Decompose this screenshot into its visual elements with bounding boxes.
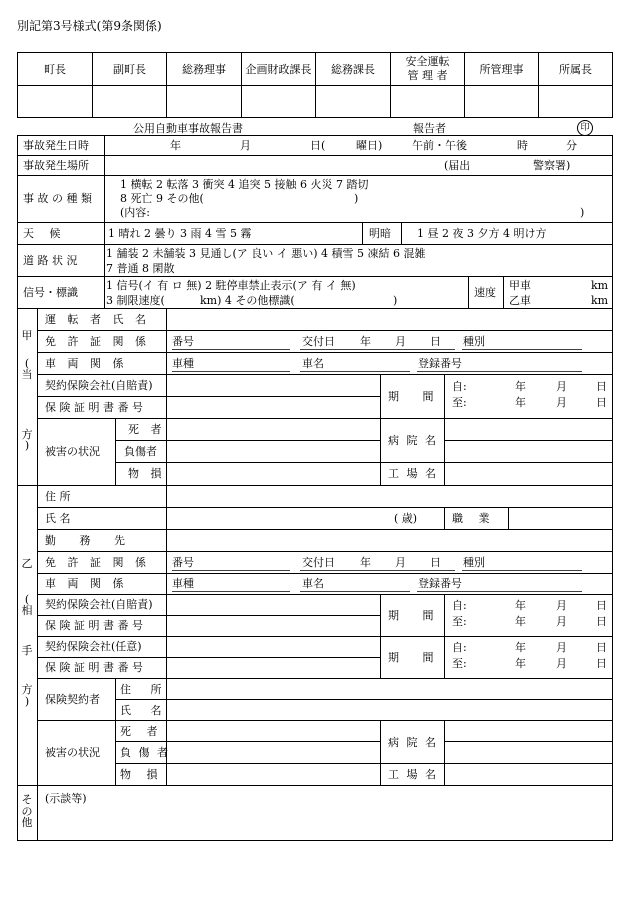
b2-to-d: 日 [596, 657, 607, 670]
a-vehicle-name: 車名 [302, 357, 324, 370]
b1-from-y: 年 [515, 599, 526, 612]
accident-type-content: (内容: [120, 206, 150, 219]
a-vehicle-type: 車種 [172, 357, 194, 370]
b-hospital-label: 病 院 名 [388, 736, 438, 749]
party-b-side-label: 乙 ( 相 手 方 ) [21, 557, 33, 708]
b-cert2-label: 保 険 証 明 書 番 号 [45, 661, 143, 674]
approval-header-manager: 管 理 者 [407, 69, 448, 82]
b-insurance1-label: 契約保険会社(自賠責) [45, 598, 153, 611]
b-vehicle-label: 車 両 関 係 [45, 577, 128, 590]
b-property-label: 物 損 [120, 768, 164, 781]
b-period2-from: 自: [452, 641, 467, 654]
approval-header-director-in-charge: 所管理事 [479, 63, 524, 76]
b-vehicle-name: 車名 [302, 577, 324, 590]
b-job-label: 職 業 [452, 512, 496, 525]
b1-from-d: 日 [596, 599, 607, 612]
a-property-label: 物 損 [128, 467, 166, 480]
car-a-unit: km [591, 279, 609, 292]
b-cert1-label: 保 険 証 明 書 番 号 [45, 619, 143, 632]
accident-type-label: 事 故 の 種 類 [23, 192, 92, 205]
accident-type-close-2: ) [580, 206, 585, 219]
a-to-m: 月 [556, 396, 567, 409]
b2-from-y: 年 [515, 641, 526, 654]
b-vehicle-type: 車種 [172, 577, 194, 590]
b2-from-d: 日 [596, 641, 607, 654]
road-options-2: 7 普通 8 閑散 [106, 262, 175, 275]
b-license-number: 番号 [172, 556, 194, 569]
signal-options-1: 1 信号(イ 有 ロ 無) 2 駐停車禁止表示(ア 有 イ 無) [106, 279, 356, 292]
b2-from-m: 月 [556, 641, 567, 654]
b-name-label: 氏 名 [45, 512, 71, 525]
a-license-d: 日 [430, 335, 441, 348]
a-insurance-label: 契約保険会社(自賠責) [45, 379, 153, 392]
b-period1-to: 至: [452, 615, 467, 628]
road-label: 道 路 状 況 [23, 254, 78, 267]
b-insurance2-label: 契約保険会社(任意) [45, 640, 142, 653]
b-period1-from: 自: [452, 599, 467, 612]
report-title: 公用自動車事故報告書 [133, 122, 243, 135]
b-injured-label: 負 傷 者 [120, 746, 170, 759]
b2-to-m: 月 [556, 657, 567, 670]
form-number: 別記第3号様式(第9条関係) [17, 19, 162, 33]
b-ph-name-label: 氏 名 [120, 704, 170, 717]
a-cert-label: 保 険 証 明 書 番 号 [45, 401, 143, 414]
datetime-month: 月 [240, 139, 251, 152]
b1-from-m: 月 [556, 599, 567, 612]
b-period1-label: 期 間 [388, 609, 444, 622]
accident-type-close-1: ) [354, 192, 359, 205]
a-from-d: 日 [596, 380, 607, 393]
a-to-y: 年 [515, 396, 526, 409]
b-address-label: 住 所 [45, 490, 71, 503]
light-label: 明暗 [369, 227, 391, 240]
a-license-label: 免 許 証 関 係 [45, 335, 150, 348]
b-vehicle-reg: 登録番号 [418, 577, 462, 590]
b1-to-y: 年 [515, 615, 526, 628]
b-license-y: 年 [360, 556, 371, 569]
a-period-to: 至: [452, 396, 467, 409]
b-factory-label: 工 場 名 [388, 768, 438, 781]
accident-type-options-1: 1 横転 2 転落 3 衝突 4 追突 5 接触 6 火災 7 踏切 [120, 178, 369, 191]
light-options: 1 昼 2 夜 3 夕方 4 明け方 [417, 227, 547, 240]
accident-type-options-2: 8 死亡 9 その他( [120, 192, 204, 205]
a-from-m: 月 [556, 380, 567, 393]
datetime-weekday: 曜日) [356, 139, 383, 152]
a-license-y: 年 [360, 335, 371, 348]
datetime-minute: 分 [566, 139, 577, 152]
party-a-side-label: 甲 ( 当 方 ) [21, 329, 33, 453]
weather-options: 1 晴れ 2 曇り 3 雨 4 雪 5 霧 [108, 227, 252, 240]
seal-mark: 印 [577, 120, 593, 136]
a-from-y: 年 [515, 380, 526, 393]
a-dead-label: 死 者 [128, 423, 166, 436]
b-period2-to: 至: [452, 657, 467, 670]
b-age-label: ( 歳) [394, 512, 418, 525]
a-damage-label: 被害の状況 [45, 445, 100, 458]
car-a-label: 甲車 [509, 279, 531, 292]
a-vehicle-reg: 登録番号 [418, 357, 462, 370]
b-ph-address-label: 住 所 [120, 683, 170, 696]
a-hospital-label: 病 院 名 [388, 434, 438, 447]
other-side-label: そ の 他 [21, 793, 33, 830]
a-to-d: 日 [596, 396, 607, 409]
datetime-year: 年 [170, 139, 181, 152]
datetime-ampm: 午前・午後 [412, 139, 467, 152]
datetime-day: 日( [310, 139, 326, 152]
b1-to-m: 月 [556, 615, 567, 628]
other-sign-close: ) [393, 294, 398, 307]
datetime-label: 事故発生日時 [23, 139, 89, 152]
signal-label: 信号・標識 [23, 286, 78, 299]
a-injured-label: 負傷者 [124, 445, 157, 458]
b-license-issued: 交付日 [302, 556, 335, 569]
car-b-label: 乙車 [509, 294, 531, 307]
approval-header-general-affairs: 総務課長 [331, 63, 375, 76]
b-license-kind: 種別 [463, 556, 485, 569]
b-license-d: 日 [430, 556, 441, 569]
speed-label: 速度 [474, 286, 496, 299]
other-sign-label: km) 4 その他標識( [200, 294, 295, 307]
speed-limit-label: 3 制限速度( [106, 294, 165, 307]
approval-header-section-chief: 所属長 [559, 63, 592, 76]
car-b-unit: km [591, 294, 609, 307]
a-driver-label: 運 転 者 氏 名 [45, 313, 150, 326]
approval-header-deputy-mayor: 副町長 [113, 63, 146, 76]
a-license-issued: 交付日 [302, 335, 335, 348]
b-dead-label: 死 者 [120, 725, 164, 738]
a-license-kind: 種別 [463, 335, 485, 348]
weather-label: 天 候 [23, 227, 67, 240]
b-license-m: 月 [395, 556, 406, 569]
a-license-number: 番号 [172, 335, 194, 348]
other-note: (示談等) [45, 792, 87, 805]
a-license-m: 月 [395, 335, 406, 348]
police-station-label: 警察署) [533, 159, 571, 172]
a-vehicle-label: 車 両 関 係 [45, 357, 128, 370]
a-factory-label: 工 場 名 [388, 467, 438, 480]
police-label: (届出 [444, 159, 471, 172]
b-workplace-label: 勤 務 先 [45, 534, 135, 547]
a-period-label: 期 間 [388, 390, 444, 403]
approval-header-general-director: 総務理事 [182, 63, 226, 76]
datetime-hour: 時 [517, 139, 528, 152]
approval-header-planning-finance: 企画財政課長 [245, 63, 312, 76]
b-damage-label: 被害の状況 [45, 746, 100, 759]
reporter-label: 報告者 [413, 122, 446, 135]
b-license-label: 免 許 証 関 係 [45, 556, 150, 569]
place-label: 事故発生場所 [23, 159, 89, 172]
a-period-from: 自: [452, 380, 467, 393]
b1-to-d: 日 [596, 615, 607, 628]
approval-header-safety-driving: 安全運転 [405, 55, 450, 68]
road-options-1: 1 舗装 2 未舗装 3 見通し(ア 良い イ 悪い) 4 積雪 5 凍結 6 混雑 [106, 247, 426, 260]
approval-header-mayor: 町長 [44, 63, 66, 76]
b2-to-y: 年 [515, 657, 526, 670]
b-policyholder-label: 保険契約者 [45, 693, 100, 706]
b-period2-label: 期 間 [388, 651, 444, 664]
